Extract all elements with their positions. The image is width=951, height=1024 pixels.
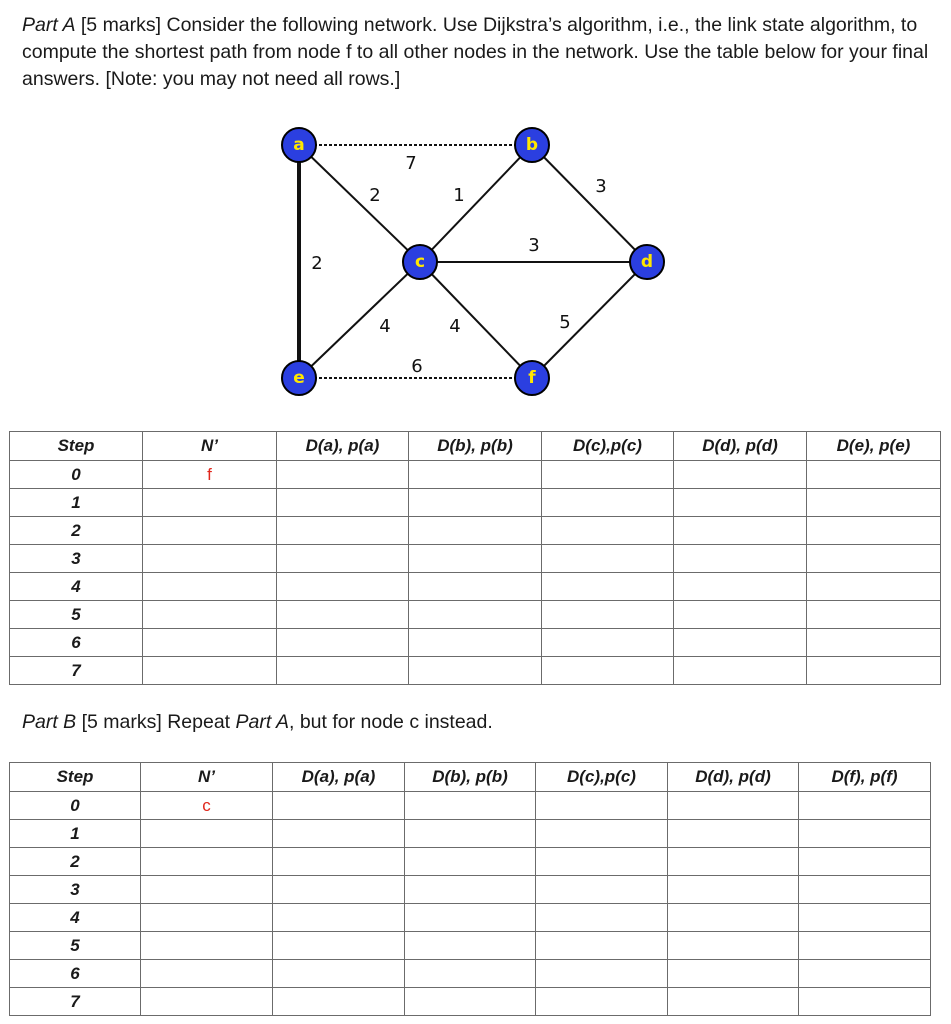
table-row bbox=[10, 573, 941, 601]
answer-cell[interactable] bbox=[536, 848, 668, 876]
nprime-cell[interactable] bbox=[143, 573, 277, 601]
answer-cell[interactable] bbox=[536, 960, 668, 988]
answer-cell[interactable] bbox=[674, 573, 807, 601]
table-header-row bbox=[10, 763, 931, 792]
answer-cell[interactable] bbox=[409, 461, 542, 489]
answer-cell[interactable] bbox=[668, 820, 799, 848]
part-b-ref-label: Part A bbox=[235, 711, 289, 733]
answer-cell[interactable] bbox=[799, 960, 931, 988]
answer-cell[interactable] bbox=[668, 904, 799, 932]
header-da: D(a), p(a) bbox=[277, 432, 409, 461]
table-row bbox=[10, 960, 931, 988]
table-row bbox=[10, 792, 931, 820]
table-header-row bbox=[10, 432, 941, 461]
nprime-cell[interactable] bbox=[143, 517, 277, 545]
table-row bbox=[10, 545, 941, 573]
answer-cell[interactable] bbox=[405, 792, 536, 820]
answer-cell[interactable] bbox=[668, 876, 799, 904]
table-row bbox=[10, 517, 941, 545]
header-dd: D(d), p(d) bbox=[668, 763, 799, 792]
header-dc: D(c),p(c) bbox=[542, 432, 674, 461]
table-row bbox=[10, 848, 931, 876]
answer-cell[interactable] bbox=[273, 848, 405, 876]
answer-cell[interactable] bbox=[273, 960, 405, 988]
answer-cell[interactable] bbox=[536, 792, 668, 820]
answer-cell[interactable] bbox=[405, 820, 536, 848]
node-a-label: a bbox=[293, 135, 305, 155]
header-nprime: N’ bbox=[143, 432, 277, 461]
answer-cell[interactable] bbox=[807, 545, 941, 573]
answer-cell[interactable] bbox=[277, 629, 409, 657]
nprime-cell[interactable] bbox=[143, 629, 277, 657]
nprime-cell[interactable] bbox=[141, 988, 273, 1016]
edge-d-f bbox=[532, 262, 647, 378]
answer-cell[interactable] bbox=[542, 489, 674, 517]
table-row bbox=[10, 461, 941, 489]
answer-cell[interactable] bbox=[536, 988, 668, 1016]
weight-c-f: 4 bbox=[449, 316, 461, 337]
network-graph bbox=[262, 110, 682, 410]
step-cell: 4 bbox=[10, 904, 141, 932]
answer-cell[interactable] bbox=[799, 792, 931, 820]
nprime-cell[interactable] bbox=[141, 904, 273, 932]
answer-cell[interactable] bbox=[536, 904, 668, 932]
answer-cell[interactable] bbox=[807, 629, 941, 657]
edge-b-c bbox=[420, 145, 532, 262]
answer-cell[interactable] bbox=[273, 820, 405, 848]
header-dc: D(c),p(c) bbox=[536, 763, 668, 792]
part-a-label: Part A bbox=[22, 14, 76, 36]
answer-cell[interactable] bbox=[409, 573, 542, 601]
answer-cell[interactable] bbox=[277, 657, 409, 685]
part-b-table bbox=[9, 762, 931, 1016]
answer-cell[interactable] bbox=[807, 657, 941, 685]
answer-cell[interactable] bbox=[674, 461, 807, 489]
answer-cell[interactable] bbox=[409, 517, 542, 545]
table-row bbox=[10, 657, 941, 685]
answer-cell[interactable] bbox=[799, 820, 931, 848]
step-cell: 2 bbox=[10, 848, 141, 876]
answer-cell[interactable] bbox=[542, 573, 674, 601]
nprime-cell[interactable] bbox=[143, 601, 277, 629]
edge-c-e bbox=[299, 262, 423, 378]
answer-cell[interactable] bbox=[807, 601, 941, 629]
answer-cell[interactable] bbox=[277, 601, 409, 629]
weight-c-d: 3 bbox=[528, 235, 540, 256]
table-row bbox=[10, 489, 941, 517]
edge-c-f bbox=[420, 262, 532, 378]
answer-cell[interactable] bbox=[668, 960, 799, 988]
nprime-cell[interactable] bbox=[141, 820, 273, 848]
answer-cell[interactable] bbox=[542, 517, 674, 545]
node-b-label: b bbox=[525, 135, 539, 155]
answer-cell[interactable] bbox=[668, 848, 799, 876]
table-row bbox=[10, 932, 931, 960]
step-cell: 3 bbox=[10, 876, 141, 904]
weight-a-b: 7 bbox=[405, 153, 417, 174]
answer-cell[interactable] bbox=[807, 517, 941, 545]
answer-cell[interactable] bbox=[542, 657, 674, 685]
nprime-cell[interactable] bbox=[143, 657, 277, 685]
weight-a-c: 2 bbox=[369, 185, 381, 206]
answer-cell[interactable] bbox=[273, 876, 405, 904]
node-a bbox=[282, 128, 316, 162]
answer-cell[interactable] bbox=[668, 792, 799, 820]
node-d bbox=[630, 245, 664, 279]
answer-cell[interactable] bbox=[799, 876, 931, 904]
part-b-text-2: , but for node c instead. bbox=[288, 711, 493, 733]
answer-cell[interactable] bbox=[409, 601, 542, 629]
step-cell: 1 bbox=[10, 820, 141, 848]
answer-cell[interactable] bbox=[542, 545, 674, 573]
header-step: Step bbox=[10, 432, 143, 461]
answer-cell[interactable] bbox=[405, 904, 536, 932]
node-d-label: d bbox=[640, 252, 654, 272]
edge-a-c bbox=[299, 145, 420, 262]
nprime-cell: c bbox=[141, 792, 273, 820]
nprime-cell[interactable] bbox=[141, 960, 273, 988]
answer-cell[interactable] bbox=[674, 657, 807, 685]
answer-cell[interactable] bbox=[674, 489, 807, 517]
answer-cell[interactable] bbox=[536, 932, 668, 960]
part-b-label: Part B bbox=[22, 711, 77, 733]
node-c bbox=[403, 245, 437, 279]
nprime-cell[interactable] bbox=[143, 545, 277, 573]
node-f bbox=[515, 361, 549, 395]
answer-cell[interactable] bbox=[405, 848, 536, 876]
answer-cell[interactable] bbox=[405, 876, 536, 904]
part-b-instructions bbox=[22, 709, 932, 736]
answer-cell[interactable] bbox=[799, 904, 931, 932]
weight-b-c: 1 bbox=[453, 185, 465, 206]
node-c-label: c bbox=[414, 252, 426, 272]
answer-cell[interactable] bbox=[277, 489, 409, 517]
answer-cell[interactable] bbox=[405, 988, 536, 1016]
answer-cell[interactable] bbox=[536, 876, 668, 904]
answer-cell[interactable] bbox=[405, 960, 536, 988]
step-cell: 4 bbox=[10, 573, 143, 601]
answer-cell[interactable] bbox=[536, 820, 668, 848]
node-b bbox=[515, 128, 549, 162]
header-db: D(b), p(b) bbox=[409, 432, 542, 461]
answer-cell[interactable] bbox=[409, 657, 542, 685]
step-cell: 2 bbox=[10, 517, 143, 545]
step-cell: 7 bbox=[10, 657, 143, 685]
weight-b-d: 3 bbox=[595, 176, 607, 197]
step-cell: 1 bbox=[10, 489, 143, 517]
answer-cell[interactable] bbox=[542, 461, 674, 489]
nprime-cell: f bbox=[143, 461, 277, 489]
answer-cell[interactable] bbox=[799, 988, 931, 1016]
table-row bbox=[10, 629, 941, 657]
weight-d-f: 5 bbox=[559, 312, 571, 333]
header-da: D(a), p(a) bbox=[273, 763, 405, 792]
part-a-table bbox=[9, 431, 941, 685]
weight-a-e: 2 bbox=[311, 253, 323, 274]
answer-cell[interactable] bbox=[277, 545, 409, 573]
header-nprime: N’ bbox=[141, 763, 273, 792]
table-row bbox=[10, 601, 941, 629]
answer-cell[interactable] bbox=[674, 601, 807, 629]
answer-cell[interactable] bbox=[405, 932, 536, 960]
answer-cell[interactable] bbox=[674, 517, 807, 545]
header-db: D(b), p(b) bbox=[405, 763, 536, 792]
step-cell: 0 bbox=[10, 792, 141, 820]
part-a-instructions bbox=[22, 12, 932, 93]
header-step: Step bbox=[10, 763, 141, 792]
nprime-cell[interactable] bbox=[141, 932, 273, 960]
answer-cell[interactable] bbox=[273, 792, 405, 820]
answer-cell[interactable] bbox=[542, 601, 674, 629]
part-b-text-1: [5 marks] Repeat bbox=[76, 711, 236, 733]
answer-cell[interactable] bbox=[277, 517, 409, 545]
answer-cell[interactable] bbox=[674, 545, 807, 573]
answer-cell[interactable] bbox=[807, 461, 941, 489]
header-de: D(e), p(e) bbox=[807, 432, 941, 461]
part-a-text: [5 marks] Consider the following network. Use Dijkstra’s algorithm, i.e., the link state algorithm, to compute the shortest path from node f to all other nodes in the network. Use the table below for your final answers. [Note: you may not need all rows.] bbox=[22, 14, 929, 90]
answer-cell[interactable] bbox=[807, 489, 941, 517]
answer-cell[interactable] bbox=[668, 932, 799, 960]
answer-cell[interactable] bbox=[277, 573, 409, 601]
answer-cell[interactable] bbox=[799, 848, 931, 876]
answer-cell[interactable] bbox=[273, 988, 405, 1016]
weight-c-e: 4 bbox=[379, 316, 391, 337]
header-dd: D(d), p(d) bbox=[674, 432, 807, 461]
step-cell: 7 bbox=[10, 988, 141, 1016]
edge-b-d bbox=[532, 145, 647, 262]
answer-cell[interactable] bbox=[277, 461, 409, 489]
nprime-cell[interactable] bbox=[141, 876, 273, 904]
node-f-label: f bbox=[528, 368, 536, 388]
answer-cell[interactable] bbox=[273, 932, 405, 960]
step-cell: 6 bbox=[10, 960, 141, 988]
answer-cell[interactable] bbox=[409, 629, 542, 657]
answer-cell[interactable] bbox=[409, 545, 542, 573]
step-cell: 0 bbox=[10, 461, 143, 489]
answer-cell[interactable] bbox=[674, 629, 807, 657]
weight-e-f: 6 bbox=[411, 356, 423, 377]
nprime-cell[interactable] bbox=[143, 489, 277, 517]
answer-cell[interactable] bbox=[409, 489, 542, 517]
table-row bbox=[10, 876, 931, 904]
answer-cell[interactable] bbox=[668, 988, 799, 1016]
answer-cell[interactable] bbox=[542, 629, 674, 657]
nprime-cell[interactable] bbox=[141, 848, 273, 876]
table-row bbox=[10, 904, 931, 932]
table-row bbox=[10, 820, 931, 848]
step-cell: 3 bbox=[10, 545, 143, 573]
table-row bbox=[10, 988, 931, 1016]
answer-cell[interactable] bbox=[273, 904, 405, 932]
step-cell: 5 bbox=[10, 932, 141, 960]
answer-cell[interactable] bbox=[807, 573, 941, 601]
answer-cell[interactable] bbox=[799, 932, 931, 960]
node-e-label: e bbox=[293, 368, 305, 388]
header-df: D(f), p(f) bbox=[799, 763, 931, 792]
step-cell: 5 bbox=[10, 601, 143, 629]
step-cell: 6 bbox=[10, 629, 143, 657]
node-e bbox=[282, 361, 316, 395]
